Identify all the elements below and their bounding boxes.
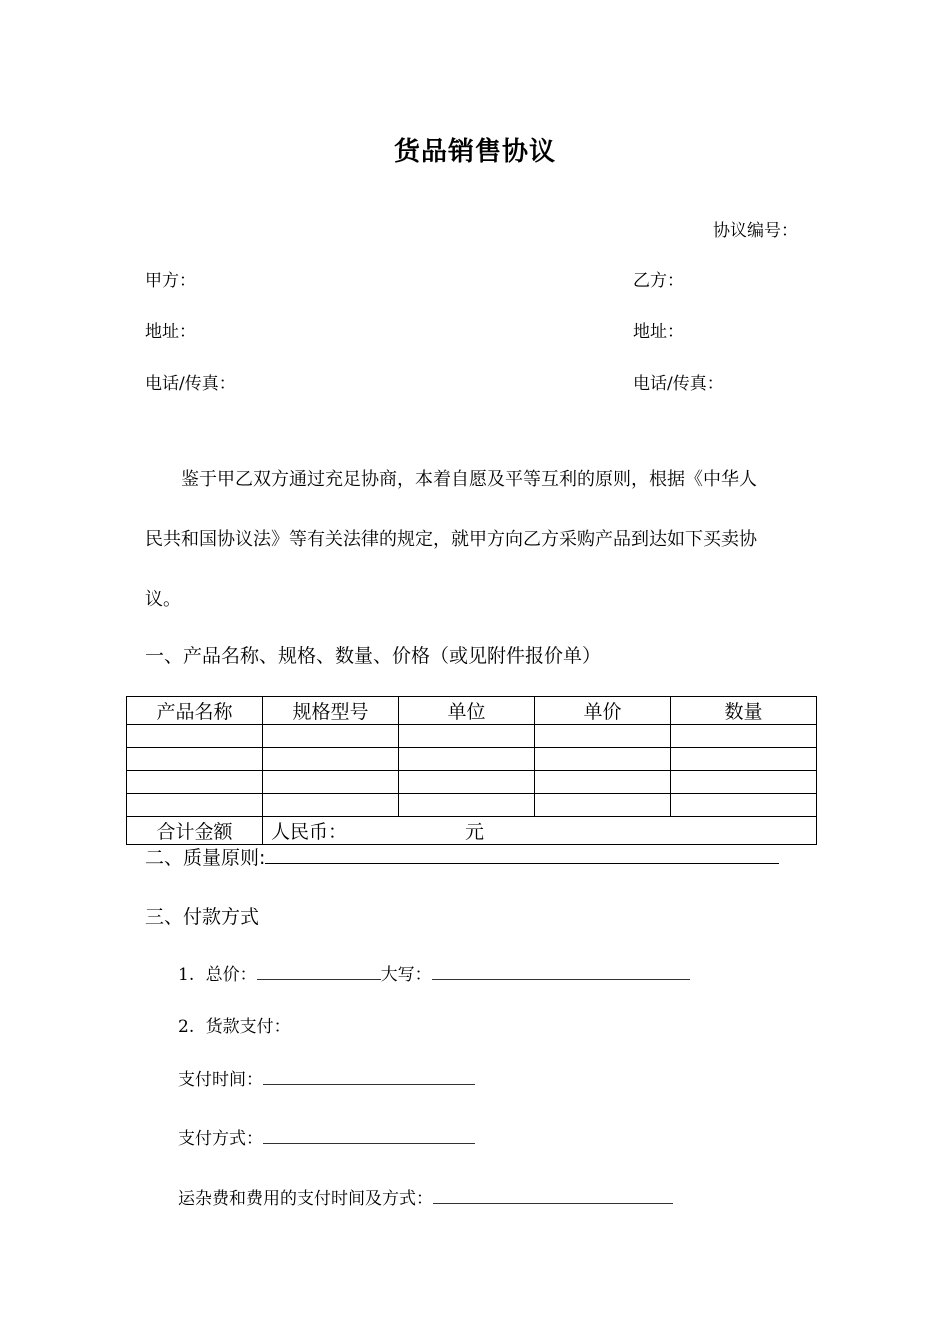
table-row (127, 725, 817, 748)
total-amount-label: 合计金额 (127, 817, 263, 845)
table-row (127, 794, 817, 817)
total-price-caps-label: 大写： (380, 965, 432, 985)
intro-line-2: 民共和国协议法》等有关法律的规定，就甲方向乙方采购产品到达如下买卖协 (145, 529, 757, 550)
header-unit-price: 单价 (535, 697, 671, 725)
payment-time-line (178, 1065, 475, 1090)
freight-payment-line (178, 1184, 673, 1209)
agreement-number-label: 协议编号： (713, 221, 798, 241)
section-2-heading: 二、质量原则: (145, 847, 266, 869)
total-price-caps-blank[interactable] (432, 965, 690, 980)
document-title: 货品销售协议 (393, 137, 556, 167)
intro-line-1: 鉴于甲乙双方通过充足协商，本着自愿及平等互利的原则，根据《中华人 (181, 469, 757, 490)
table-cell[interactable] (263, 725, 399, 748)
freight-payment-label: 运杂费和费用的支付时间及方式： (178, 1189, 433, 1209)
total-currency-label: 人民币： (271, 821, 348, 843)
party-b-phone-label: 电话/传真： (633, 374, 724, 394)
payment-line (178, 1012, 291, 1037)
table-cell[interactable] (263, 794, 399, 817)
party-a-phone-label: 电话/传真： (145, 374, 236, 394)
header-unit: 单位 (399, 697, 535, 725)
payment-label: 货款支付： (205, 1017, 291, 1037)
table-total-row (127, 817, 817, 845)
freight-payment-blank[interactable] (433, 1189, 673, 1204)
total-price-line (178, 960, 690, 985)
table-cell[interactable] (671, 748, 817, 771)
table-cell[interactable] (399, 794, 535, 817)
table-cell[interactable] (399, 725, 535, 748)
table-cell[interactable] (671, 794, 817, 817)
table-cell[interactable] (535, 748, 671, 771)
section-2-heading-line (145, 843, 779, 870)
section-1-heading: 一、产品名称、规格、数量、价格（或见附件报价单） (145, 645, 602, 667)
table-cell[interactable] (127, 794, 263, 817)
table-row (127, 748, 817, 771)
payment-method-label: 支付方式： (178, 1129, 263, 1149)
table-cell[interactable] (263, 771, 399, 794)
table-cell[interactable] (127, 771, 263, 794)
party-b-address-label: 地址： (633, 322, 684, 342)
product-table (126, 696, 817, 845)
table-cell[interactable] (127, 748, 263, 771)
total-price-blank[interactable] (257, 965, 381, 980)
table-cell[interactable] (671, 725, 817, 748)
item-2-number: 2. (178, 1017, 195, 1037)
table-cell[interactable] (399, 748, 535, 771)
quality-standard-blank[interactable] (265, 847, 779, 864)
section-3-heading: 三、付款方式 (145, 906, 260, 928)
header-spec-model: 规格型号 (263, 697, 399, 725)
table-cell[interactable] (263, 748, 399, 771)
total-price-label: 总价： (205, 965, 257, 985)
table-cell[interactable] (535, 771, 671, 794)
total-amount-cell[interactable] (263, 817, 817, 845)
total-unit-label: 元 (465, 821, 485, 843)
table-header-row (127, 697, 817, 725)
payment-time-blank[interactable] (263, 1070, 475, 1085)
table-cell[interactable] (399, 771, 535, 794)
party-b-label: 乙方： (633, 271, 684, 291)
table-cell[interactable] (127, 725, 263, 748)
payment-time-label: 支付时间： (178, 1070, 263, 1090)
header-quantity: 数量 (671, 697, 817, 725)
intro-paragraph (145, 450, 807, 630)
intro-line-3: 议。 (145, 589, 181, 610)
payment-method-line (178, 1124, 475, 1149)
item-1-number: 1. (178, 965, 195, 985)
party-a-address-label: 地址： (145, 322, 196, 342)
party-a-label: 甲方： (145, 271, 196, 291)
table-cell[interactable] (671, 771, 817, 794)
table-row (127, 771, 817, 794)
header-product-name: 产品名称 (127, 697, 263, 725)
payment-method-blank[interactable] (263, 1129, 475, 1144)
table-cell[interactable] (535, 725, 671, 748)
table-cell[interactable] (535, 794, 671, 817)
